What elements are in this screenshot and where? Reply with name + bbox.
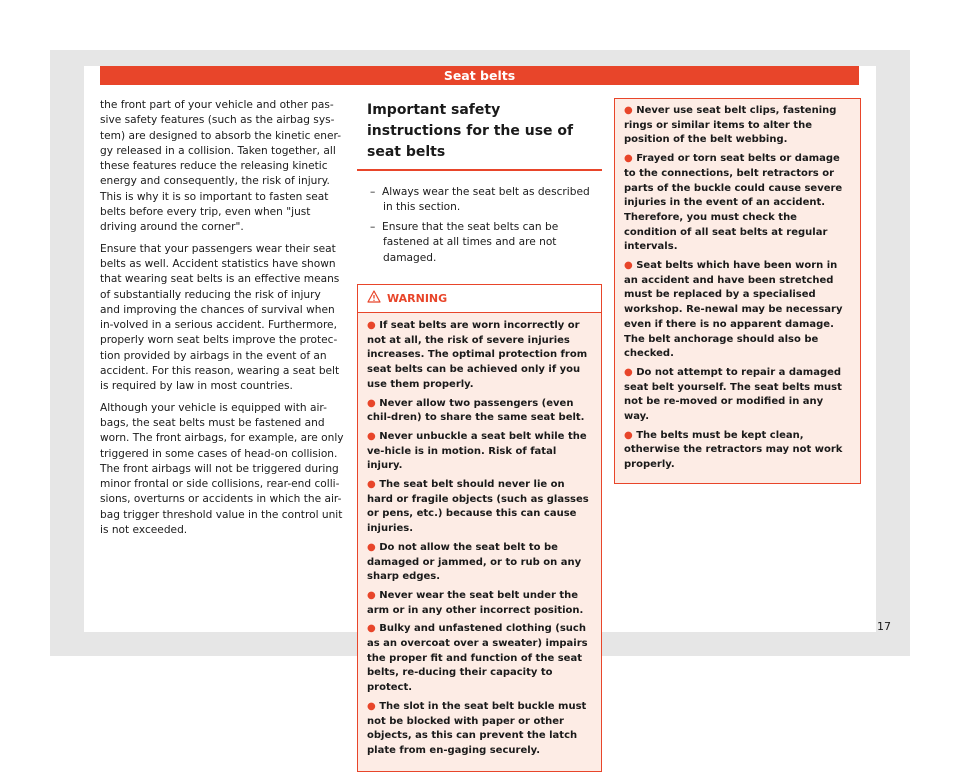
warning-item: ● The seat belt should never lie on hard or fragile objects (such as glasses or pens, etc.) because this can cause injuries. [367, 479, 589, 535]
paragraph: the front part of your vehicle and other pas-sive safety features (such as the airbag sys-tem) are designed to absorb the kinetic ener-gy released in a collision. Taken together, all these features reduce the releasing kinetic energy and consequently, the risk of injury. This is why it is so important to fasten seat belts before every trip, even when "just driving around the corner". [100, 99, 342, 234]
warning-item: ● If seat belts are worn incorrectly or not at all, the risk of severe injuries increases. The optimal protection from seat belts can be achieved only if you use them properly. [367, 319, 588, 390]
warning-item: ● The slot in the seat belt buckle must not be blocked with paper or other objects, as this can prevent the latch plate from en-gaging securely. [367, 700, 587, 756]
warning-body [615, 99, 860, 483]
warning-item: ● Never allow two passengers (even chil-dren) to share the same seat belt. [367, 397, 585, 424]
left-column [100, 98, 344, 544]
warning-item: ● Bulky and unfastened clothing (such as an overcoat over a sweater) impairs the proper fit and function of the seat belts, re-ducing their capacity to protect. [367, 623, 588, 694]
instruction-item: – Ensure that the seat belts can be fastened at all times and are not damaged. [370, 221, 559, 264]
warning-title: WARNING [387, 291, 448, 305]
middle-column [357, 98, 602, 772]
warning-box [357, 284, 602, 772]
section-header: Seat belts [100, 66, 859, 85]
warning-item: ● Frayed or torn seat belts or damage to the connections, belt retractors or parts of the buckle could cause severe injuries in the event of an accident. Therefore, you must check the condition of all seat belts at regular intervals. [624, 153, 843, 253]
heading-rule [357, 169, 602, 171]
warning-item: ● Never wear the seat belt under the arm or in any other incorrect position. [367, 589, 584, 616]
warning-body [358, 313, 601, 771]
warning-item: ● Do not attempt to repair a damaged seat belt yourself. The seat belts must not be re-moved or modified in any way. [624, 366, 842, 423]
warning-item: ● Never unbuckle a seat belt while the ve-hicle is in motion. Risk of fatal injury. [367, 430, 587, 472]
instruction-item: – Always wear the seat belt as described in this section. [370, 185, 590, 213]
paragraph: Although your vehicle is equipped with air-bags, the seat belts must be fastened and worn. The front airbags, for example, are only triggered in some cases of head-on collision. The front airbags will not be triggered during minor frontal or side collisions, rear-end colli-sions, overturns or accidents in which the air-bag trigger threshold value in the control unit is not exceeded. [100, 401, 344, 537]
warning-item: ● The belts must be kept clean, otherwise the retractors may not work properly. [624, 429, 843, 471]
warning-item: ● Never use seat belt clips, fastening rings or similar items to alter the position of the belt webbing. [624, 105, 837, 146]
page-number: 17 [877, 620, 891, 633]
warning-header [358, 285, 601, 313]
warning-triangle-icon [367, 290, 381, 306]
warning-item: ● Do not allow the seat belt to be damaged or jammed, or to rub on any sharp edges. [367, 541, 582, 583]
warning-item: ● Seat belts which have been worn in an accident and have been stretched must be replaced by a specialised workshop. Re-newal may be necessary even if there is no apparent damage. The belt anchorage should also be checked. [624, 260, 843, 360]
section-heading: Important safety instructions for the use of seat belts [367, 102, 574, 160]
paragraph: Ensure that your passengers wear their seat belts as well. Accident statistics have shown that wearing seat belts is an effective means of substantially reducing the risk of injury and improving the chances of survival when in-volved in a serious accident. Furthermore, properly worn seat belts improve the protec-tion provided by airbags in the event of an accident. For this reason, wearing a seat belt is required by law in most countries. [100, 242, 340, 393]
warning-continuation-box [614, 98, 861, 484]
